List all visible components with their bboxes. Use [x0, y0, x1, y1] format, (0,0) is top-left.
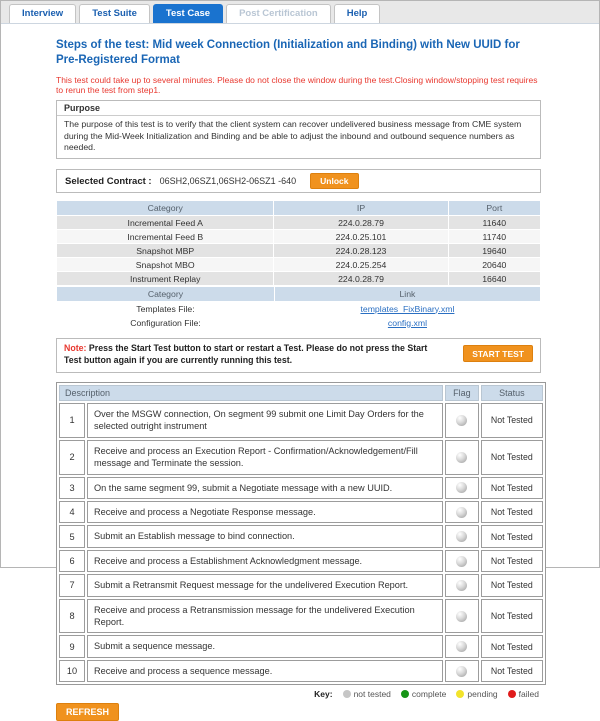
key-item-label: complete: [411, 689, 447, 700]
flag-not-tested-icon: [456, 482, 467, 493]
step-row: [59, 550, 543, 572]
start-test-button[interactable]: START TEST: [463, 345, 533, 362]
files-header-link: Link: [275, 287, 540, 301]
step-status: Not Tested: [481, 403, 543, 438]
table-row: [57, 244, 540, 257]
step-description: Receive and process a Negotiate Response message.: [87, 501, 443, 523]
network-category: Incremental Feed B: [57, 230, 273, 243]
refresh-button[interactable]: REFRESH: [56, 703, 119, 721]
not-tested-dot-icon: [343, 690, 351, 698]
flag-not-tested-icon: [456, 531, 467, 542]
note-text: [64, 343, 439, 367]
refresh-row: [56, 702, 541, 721]
network-table: [56, 200, 541, 286]
network-header-row: [57, 201, 540, 215]
table-row: [57, 258, 540, 271]
tab-test-suite[interactable]: Test Suite: [79, 4, 150, 23]
files-table: [56, 286, 541, 330]
network-ip: 224.0.25.101: [274, 230, 447, 243]
steps-header-description: Description: [59, 385, 443, 401]
step-status: Not Tested: [481, 574, 543, 596]
network-header-port: Port: [449, 201, 540, 215]
key-item-pending: [456, 689, 497, 699]
tab-bar: [1, 1, 599, 24]
step-number: 2: [59, 440, 85, 475]
selected-contract-label: Selected Contract :: [65, 175, 152, 187]
network-ip: 224.0.28.123: [274, 244, 447, 257]
note-label: Note:: [64, 343, 87, 354]
file-category: Configuration File:: [57, 316, 274, 329]
network-port: 11640: [449, 216, 540, 229]
network-category: Instrument Replay: [57, 272, 273, 285]
network-category: Snapshot MBP: [57, 244, 273, 257]
step-number: 9: [59, 635, 85, 657]
flag-not-tested-icon: [456, 415, 467, 426]
step-row: [59, 477, 543, 499]
step-number: 7: [59, 574, 85, 596]
status-key: [56, 689, 541, 699]
table-row: [57, 272, 540, 285]
complete-dot-icon: [401, 690, 409, 698]
steps-table: [56, 382, 546, 685]
step-description: Receive and process a Establishment Acknowledgment message.: [87, 550, 443, 572]
network-port: 20640: [449, 258, 540, 271]
step-status: Not Tested: [481, 599, 543, 634]
step-description: Over the MSGW connection, On segment 99 submit one Limit Day Orders for the selected outright instrument: [87, 403, 443, 438]
step-row: [59, 635, 543, 657]
key-item-failed: [508, 689, 539, 699]
selected-contract-value: 06SH2,06SZ1,06SH2-06SZ1 -640: [159, 176, 297, 187]
tab-post-certification: Post Certification: [226, 4, 331, 23]
step-number: 3: [59, 477, 85, 499]
step-description: Submit a sequence message.: [87, 635, 443, 657]
step-row: [59, 525, 543, 547]
steps-header-flag: Flag: [445, 385, 479, 401]
step-description: Receive and process an Execution Report - Confirmation/Acknowledgement/Fill message and Terminate the session.: [87, 440, 443, 475]
warning-text: This test could take up to several minutes. Please do not close the window during the test.Closing window/stopping test requires to rerun the test from step1.: [56, 74, 538, 95]
purpose-text: The purpose of this test is to verify that the client system can recover undelivered business message from CME system during the Mid-Week Initialization and Binding and be able to adjust the inbound and outbound sequence numbers as needed.: [64, 118, 522, 153]
network-port: 19640: [449, 244, 540, 257]
network-port: 16640: [449, 272, 540, 285]
flag-not-tested-icon: [456, 556, 467, 567]
tab-interview[interactable]: Interview: [9, 4, 76, 23]
step-description: Receive and process a sequence message.: [87, 660, 443, 682]
step-number: 1: [59, 403, 85, 438]
network-category: Incremental Feed A: [57, 216, 273, 229]
key-item-label: pending: [467, 689, 498, 700]
network-category: Snapshot MBO: [57, 258, 273, 271]
config-file-link[interactable]: config.xml: [387, 317, 427, 328]
step-description: Submit a Retransmit Request message for the undelivered Execution Report.: [87, 574, 443, 596]
file-category: Templates File:: [57, 302, 274, 315]
network-header-ip: IP: [274, 201, 447, 215]
flag-not-tested-icon: [456, 641, 467, 652]
step-number: 4: [59, 501, 85, 523]
network-port: 11740: [449, 230, 540, 243]
key-item-complete: [401, 689, 447, 699]
main-content: [1, 24, 599, 721]
pending-dot-icon: [456, 690, 464, 698]
tab-help[interactable]: Help: [334, 4, 381, 23]
key-item-not-tested: [343, 689, 391, 699]
flag-not-tested-icon: [456, 507, 467, 518]
step-row: [59, 660, 543, 682]
step-status: Not Tested: [481, 525, 543, 547]
flag-not-tested-icon: [456, 452, 467, 463]
step-status: Not Tested: [481, 635, 543, 657]
purpose-box: [56, 100, 541, 159]
step-number: 6: [59, 550, 85, 572]
network-ip: 224.0.25.254: [274, 258, 447, 271]
note-body: Press the Start Test button to start or restart a Test. Please do not press the Start Test button again if you are currently running this test.: [64, 343, 428, 365]
step-status: Not Tested: [481, 550, 543, 572]
key-item-label: failed: [518, 689, 539, 700]
failed-dot-icon: [508, 690, 516, 698]
files-header-category: Category: [57, 287, 274, 301]
step-row: [59, 501, 543, 523]
network-header-category: Category: [57, 201, 273, 215]
tab-test-case[interactable]: Test Case: [153, 4, 223, 23]
templates-file-link[interactable]: templates_FixBinary.xml: [360, 303, 455, 314]
step-description: Receive and process a Retransmission message for the undelivered Execution Report.: [87, 599, 443, 634]
step-row: [59, 440, 543, 475]
step-status: Not Tested: [481, 501, 543, 523]
network-ip: 224.0.28.79: [274, 272, 447, 285]
key-item-label: not tested: [353, 689, 391, 700]
step-row: [59, 403, 543, 438]
key-label: Key:: [314, 689, 333, 700]
table-row: [57, 216, 540, 229]
unlock-button[interactable]: Unlock: [310, 173, 358, 189]
table-row: [57, 302, 540, 315]
step-status: Not Tested: [481, 477, 543, 499]
network-ip: 224.0.28.79: [274, 216, 447, 229]
step-number: 8: [59, 599, 85, 634]
page-title: Steps of the test: Mid week Connection (Initialization and Binding) with New UUID for Pre-Registered Format: [56, 39, 520, 66]
step-number: 5: [59, 525, 85, 547]
steps-header-row: [59, 385, 543, 401]
step-number: 10: [59, 660, 85, 682]
step-description: Submit an Establish message to bind connection.: [87, 525, 443, 547]
step-row: [59, 574, 543, 596]
flag-not-tested-icon: [456, 580, 467, 591]
files-header-row: [57, 287, 540, 301]
flag-not-tested-icon: [456, 611, 467, 622]
steps-header-status: Status: [481, 385, 543, 401]
step-row: [59, 599, 543, 634]
step-status: Not Tested: [481, 660, 543, 682]
purpose-heading: Purpose: [57, 101, 540, 116]
note-box: [56, 338, 541, 373]
step-description: On the same segment 99, submit a Negotiate message with a new UUID.: [87, 477, 443, 499]
step-status: Not Tested: [481, 440, 543, 475]
table-row: [57, 316, 540, 329]
table-row: [57, 230, 540, 243]
flag-not-tested-icon: [456, 666, 467, 677]
selected-contract-bar: [56, 169, 541, 193]
